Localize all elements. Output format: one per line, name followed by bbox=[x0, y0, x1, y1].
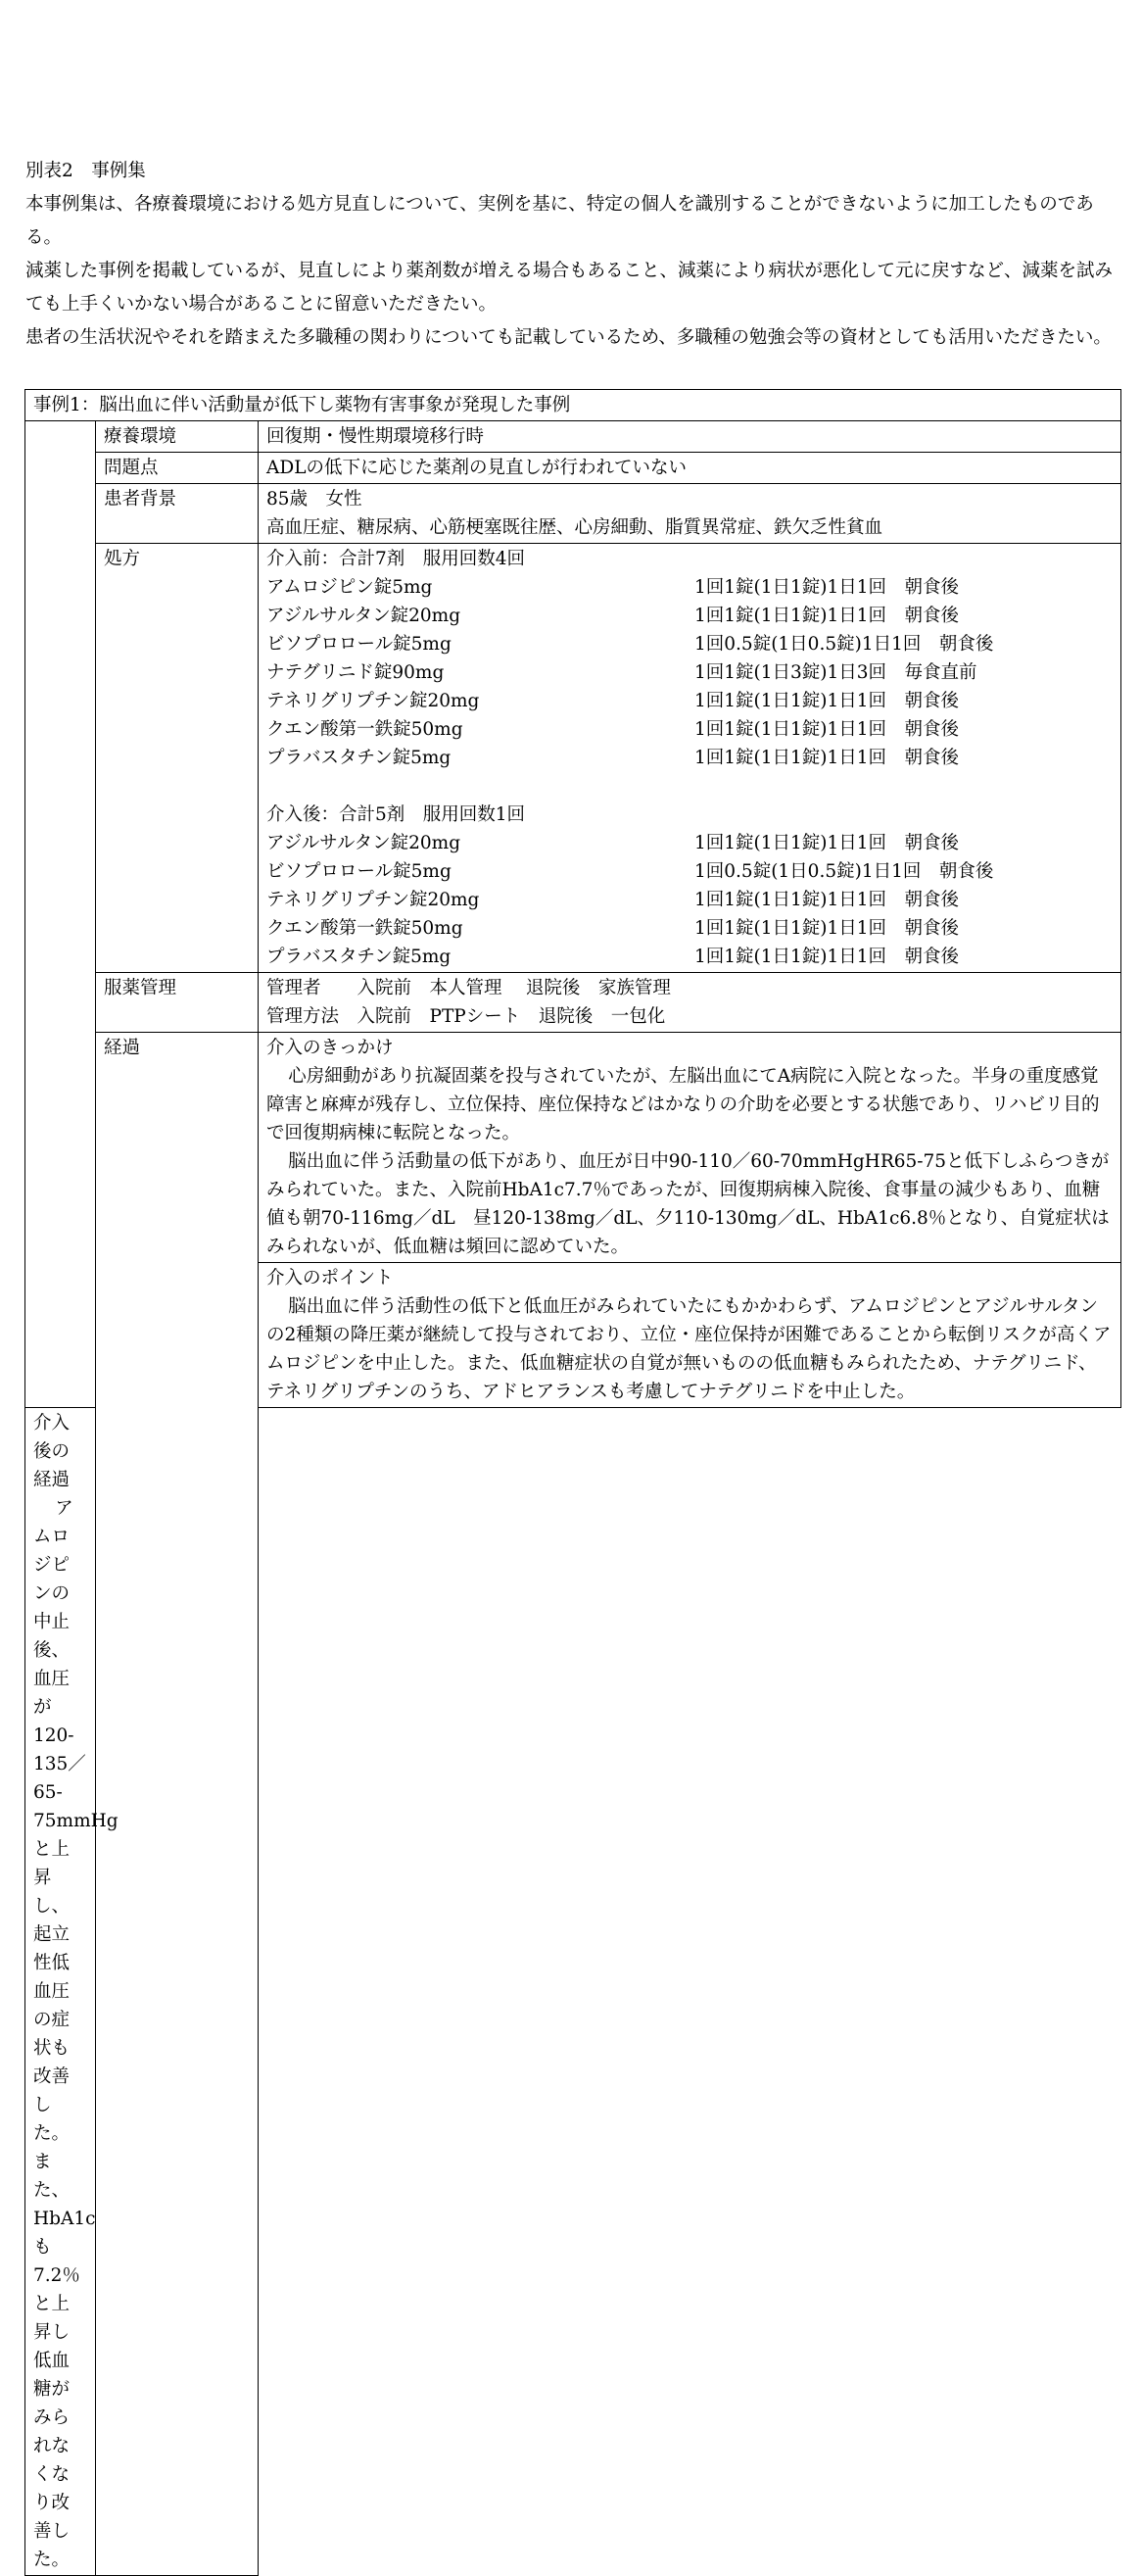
background-diagnoses: 高血圧症、糖尿病、心筋梗塞既往歴、心房細動、脂質異常症、鉄欠乏性貧血 bbox=[266, 517, 883, 538]
rx-drug-name: クエン酸第一鉄錠50mg bbox=[266, 719, 463, 740]
rx-dosage: 1回1錠(1日3錠)1日3回 毎食直前 bbox=[694, 662, 977, 683]
label-medication-management: 服薬管理 bbox=[96, 973, 259, 1033]
rx-dosage: 1回1錠(1日1錠)1日1回 朝食後 bbox=[694, 691, 960, 711]
rx-before-list bbox=[266, 573, 1113, 772]
intro-paragraph-3: 患者の生活状況やそれを踏まえた多職種の関わりについても記載しているため、多職種の勉強会等の資材としても活用いただきたい。 bbox=[25, 327, 1112, 348]
value-medication-management bbox=[259, 973, 1121, 1033]
after-paragraph-1: アムロジピンの中止後、血圧が120-135／65-75mmHgと上昇し、起立性低血圧の症状も改善した。また、HbA1cも7.2％と上昇し低血糖がみられなくなり改善した。 bbox=[33, 1498, 119, 2570]
rx-spacer bbox=[266, 772, 1113, 801]
management-method: 管理方法 入院前 PTPシート 退院後 一包化 bbox=[266, 1006, 666, 1027]
point-paragraph-1: 脳出血に伴う活動性の低下と低血圧がみられていたにもかかわらず、アムロジピンとアジルサルタンの2種類の降圧薬が継続して投与されており、立位・座位保持が困難であることから転倒リスクが高くアムロジピンを中止した。また、低血糖症状の自覚が無いものの低血糖もみられたため、ナテグリニド、テネリグリプチンのうち、アドヒアランスも考慮してナテグリニドを中止した。 bbox=[266, 1296, 1112, 1402]
rx-item bbox=[266, 829, 1113, 857]
intro-paragraph-1: 本事例集は、各療養環境における処方見直しについて、実例を基に、特定の個人を識別することができないように加工したものである。 bbox=[25, 194, 1094, 248]
rx-drug-name: テネリグリプチン錠20mg bbox=[266, 691, 480, 711]
rx-item bbox=[266, 630, 1113, 658]
rx-dosage: 1回1錠(1日1錠)1日1回 朝食後 bbox=[694, 577, 960, 598]
rx-item bbox=[266, 886, 1113, 914]
rx-after-list bbox=[266, 829, 1113, 971]
rx-drug-name: ビソプロロール錠5mg bbox=[266, 861, 452, 882]
trigger-heading: 介入のきっかけ bbox=[266, 1038, 394, 1058]
rx-drug-name: ナテグリニド錠90mg bbox=[266, 662, 445, 683]
course-trigger bbox=[259, 1033, 1121, 1263]
rx-item bbox=[266, 573, 1113, 602]
rx-drug-name: ビソプロロール錠5mg bbox=[266, 634, 452, 655]
label-problem: 問題点 bbox=[96, 453, 259, 484]
course-point bbox=[259, 1263, 1121, 1408]
label-prescription: 処方 bbox=[96, 544, 259, 973]
value-background bbox=[259, 484, 1121, 544]
trigger-paragraph-2: 脳出血に伴う活動量の低下があり、血圧が日中90-110／60-70mmHgHR65-75と低下しふらつきがみられていた。また、入院前HbA1c7.7％であったが、回復期病棟入院後、食事量の減少もあり、血糖値も朝70-116mg／dL 昼120-138mg／dL、夕110-130mg／dL、HbA1c6.8％となり、自覚症状はみられないが、低血糖は頻回に認めていた。 bbox=[266, 1151, 1110, 1257]
rx-item bbox=[266, 658, 1113, 687]
rx-drug-name: プラバスタチン錠5mg bbox=[266, 947, 452, 967]
rx-dosage: 1回1錠(1日1錠)1日1回 朝食後 bbox=[694, 833, 960, 853]
value-prescription bbox=[259, 544, 1121, 973]
rx-drug-name: アジルサルタン錠20mg bbox=[266, 833, 461, 853]
row-prescription bbox=[25, 544, 1121, 973]
rx-item bbox=[266, 687, 1113, 715]
rx-drug-name: テネリグリプチン錠20mg bbox=[266, 890, 480, 910]
rx-before-heading: 介入前：合計7剤 服用回数4回 bbox=[266, 549, 526, 569]
row-setting bbox=[25, 421, 1121, 453]
rx-item bbox=[266, 857, 1113, 886]
point-heading: 介入のポイント bbox=[266, 1268, 394, 1288]
background-age-sex: 85歳 女性 bbox=[266, 489, 362, 510]
row-problem bbox=[25, 453, 1121, 484]
rx-dosage: 1回0.5錠(1日0.5錠)1日1回 朝食後 bbox=[694, 861, 994, 882]
label-background: 患者背景 bbox=[96, 484, 259, 544]
value-problem: ADLの低下に応じた薬剤の見直しが行われていない bbox=[259, 453, 1121, 484]
case-table bbox=[24, 389, 1121, 2576]
rx-drug-name: クエン酸第一鉄錠50mg bbox=[266, 918, 463, 939]
rx-item bbox=[266, 602, 1113, 630]
rx-drug-name: アムロジピン錠5mg bbox=[266, 577, 433, 598]
case-title-row bbox=[25, 390, 1121, 421]
label-setting: 療養環境 bbox=[96, 421, 259, 453]
rx-item bbox=[266, 715, 1113, 744]
appendix-caption: 別表2 事例集 bbox=[25, 161, 146, 181]
rx-dosage: 1回1錠(1日1錠)1日1回 朝食後 bbox=[694, 890, 960, 910]
rx-item bbox=[266, 943, 1113, 971]
rx-after-heading: 介入後：合計5剤 服用回数1回 bbox=[266, 804, 526, 825]
rx-item bbox=[266, 744, 1113, 772]
gutter-cell bbox=[25, 421, 96, 1408]
label-course: 経過 bbox=[96, 1033, 259, 2576]
rx-dosage: 1回1錠(1日1錠)1日1回 朝食後 bbox=[694, 606, 960, 626]
rx-dosage: 1回1錠(1日1錠)1日1回 朝食後 bbox=[694, 719, 960, 740]
rx-drug-name: アジルサルタン錠20mg bbox=[266, 606, 461, 626]
intro-paragraph-2: 減薬した事例を掲載しているが、見直しにより薬剤数が増える場合もあること、減薬により病状が悪化して元に戻すなど、減薬を試みても上手くいかない場合があることに留意いただきたい。 bbox=[25, 261, 1114, 315]
intro bbox=[25, 155, 1126, 355]
rx-dosage: 1回1錠(1日1錠)1日1回 朝食後 bbox=[694, 748, 960, 768]
trigger-paragraph-1: 心房細動があり抗凝固薬を投与されていたが、左脳出血にてA病院に入院となった。半身の重度感覚障害と麻痺が残存し、立位保持、座位保持などはかなりの介助を必要とする状態であり、リハビリ目的で回復期病棟に転院となった。 bbox=[266, 1066, 1100, 1143]
row-medication-management bbox=[25, 973, 1121, 1033]
rx-dosage: 1回1錠(1日1錠)1日1回 朝食後 bbox=[694, 918, 960, 939]
rx-dosage: 1回1錠(1日1錠)1日1回 朝食後 bbox=[694, 947, 960, 967]
course-after bbox=[25, 1408, 119, 2576]
case-title: 事例1：脳出血に伴い活動量が低下し薬物有害事象が発現した事例 bbox=[25, 390, 1121, 421]
row-course-trigger bbox=[25, 1033, 1121, 1263]
rx-dosage: 1回0.5錠(1日0.5錠)1日1回 朝食後 bbox=[694, 634, 994, 655]
value-setting: 回復期・慢性期環境移行時 bbox=[259, 421, 1121, 453]
rx-item bbox=[266, 914, 1113, 943]
management-person: 管理者 入院前 本人管理 退院後 家族管理 bbox=[266, 978, 671, 998]
rx-drug-name: プラバスタチン錠5mg bbox=[266, 748, 452, 768]
after-heading: 介入後の経過 bbox=[33, 1413, 71, 1490]
row-background bbox=[25, 484, 1121, 544]
